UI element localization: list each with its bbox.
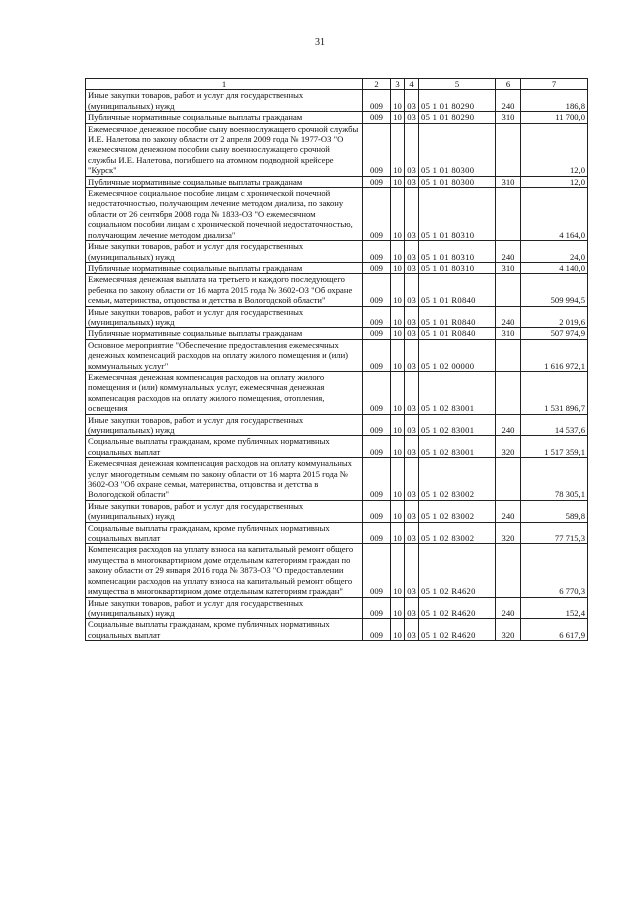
header-cell: 2 — [363, 79, 391, 90]
row-amount: 77 715,3 — [521, 522, 588, 544]
row-subsection-code: 03 — [405, 597, 419, 619]
row-ministry-code: 009 — [363, 90, 391, 112]
row-expense-type — [496, 123, 521, 176]
header-cell: 4 — [405, 79, 419, 90]
row-ministry-code: 009 — [363, 306, 391, 328]
row-section-code: 10 — [391, 274, 405, 306]
table-row — [86, 544, 588, 597]
row-target-article: 05 1 02 R4620 — [419, 597, 496, 619]
row-subsection-code: 03 — [405, 306, 419, 328]
row-description: Социальные выплаты гражданам, кроме публичных нормативных социальных выплат — [86, 619, 363, 641]
row-target-article: 05 1 01 R0840 — [419, 274, 496, 306]
row-subsection-code: 03 — [405, 414, 419, 436]
row-expense-type — [496, 371, 521, 414]
row-expense-type: 320 — [496, 436, 521, 458]
row-subsection-code: 03 — [405, 522, 419, 544]
table-row — [86, 112, 588, 123]
row-section-code: 10 — [391, 112, 405, 123]
row-ministry-code: 009 — [363, 328, 391, 339]
header-cell: 6 — [496, 79, 521, 90]
row-ministry-code: 009 — [363, 436, 391, 458]
row-amount: 12,0 — [521, 176, 588, 187]
row-subsection-code: 03 — [405, 123, 419, 176]
row-ministry-code: 009 — [363, 500, 391, 522]
row-amount: 509 994,5 — [521, 274, 588, 306]
header-cell: 7 — [521, 79, 588, 90]
row-description: Ежемесячное социальное пособие лицам с хронической почечной недостаточностью, получающим лечение методом диализа, по закону области от 26 сентября 2008 года № 1833-ОЗ "О ежемесячном социальном пособии лицам с хронической почечной недостаточностью, получающим лечение методом диализа" — [86, 188, 363, 241]
row-amount: 12,0 — [521, 123, 588, 176]
table-row — [86, 306, 588, 328]
table-header-row — [86, 79, 588, 90]
row-expense-type: 240 — [496, 597, 521, 619]
row-target-article: 05 1 01 80310 — [419, 188, 496, 241]
row-description: Иные закупки товаров, работ и услуг для государственных (муниципальных) нужд — [86, 500, 363, 522]
row-section-code: 10 — [391, 597, 405, 619]
row-target-article: 05 1 02 83002 — [419, 458, 496, 501]
row-description: Иные закупки товаров, работ и услуг для государственных (муниципальных) нужд — [86, 306, 363, 328]
row-amount: 6 770,3 — [521, 544, 588, 597]
table-row — [86, 262, 588, 273]
row-section-code: 10 — [391, 544, 405, 597]
row-amount: 2 019,6 — [521, 306, 588, 328]
row-description: Публичные нормативные социальные выплаты гражданам — [86, 262, 363, 273]
row-subsection-code: 03 — [405, 262, 419, 273]
row-amount: 186,8 — [521, 90, 588, 112]
budget-table — [85, 78, 588, 641]
header-cell: 1 — [86, 79, 363, 90]
table-row — [86, 597, 588, 619]
row-expense-type — [496, 188, 521, 241]
row-expense-type — [496, 339, 521, 371]
table-row — [86, 241, 588, 263]
row-section-code: 10 — [391, 306, 405, 328]
row-amount: 1 616 972,1 — [521, 339, 588, 371]
row-expense-type — [496, 544, 521, 597]
row-expense-type: 310 — [496, 112, 521, 123]
row-amount: 4 164,0 — [521, 188, 588, 241]
row-description: Основное мероприятие "Обеспечение предоставления ежемесячных денежных компенсаций расходов на оплату жилого помещения и (или) коммунальных услуг" — [86, 339, 363, 371]
row-amount: 1 531 896,7 — [521, 371, 588, 414]
table-body — [86, 90, 588, 641]
row-subsection-code: 03 — [405, 112, 419, 123]
row-description: Публичные нормативные социальные выплаты гражданам — [86, 176, 363, 187]
row-description: Иные закупки товаров, работ и услуг для государственных (муниципальных) нужд — [86, 90, 363, 112]
row-subsection-code: 03 — [405, 619, 419, 641]
row-target-article: 05 1 01 80300 — [419, 123, 496, 176]
table-row — [86, 522, 588, 544]
table-row — [86, 500, 588, 522]
table-row — [86, 458, 588, 501]
row-target-article: 05 1 01 R0840 — [419, 306, 496, 328]
row-amount: 152,4 — [521, 597, 588, 619]
table-row — [86, 123, 588, 176]
row-section-code: 10 — [391, 371, 405, 414]
row-expense-type: 240 — [496, 90, 521, 112]
row-description: Социальные выплаты гражданам, кроме публичных нормативных социальных выплат — [86, 522, 363, 544]
row-target-article: 05 1 02 83002 — [419, 500, 496, 522]
row-description: Ежемесячная денежная компенсация расходов на оплату жилого помещения и (или) коммунальных услуг, ежемесячная денежная компенсация расходов на оплату жилого помещения, отопления, освещения — [86, 371, 363, 414]
row-description: Иные закупки товаров, работ и услуг для государственных (муниципальных) нужд — [86, 414, 363, 436]
row-subsection-code: 03 — [405, 241, 419, 263]
row-description: Ежемесячная денежная компенсация расходов на оплату коммунальных услуг многодетным семьям по закону области от 16 марта 2015 года № 3602-ОЗ "Об охране семьи, материнства, отцовства и детства в Вологодской области" — [86, 458, 363, 501]
row-section-code: 10 — [391, 436, 405, 458]
row-expense-type: 310 — [496, 328, 521, 339]
row-target-article: 05 1 02 83001 — [419, 414, 496, 436]
row-section-code: 10 — [391, 90, 405, 112]
row-section-code: 10 — [391, 414, 405, 436]
row-amount: 4 140,0 — [521, 262, 588, 273]
row-description: Публичные нормативные социальные выплаты гражданам — [86, 112, 363, 123]
row-amount: 14 537,6 — [521, 414, 588, 436]
row-description: Иные закупки товаров, работ и услуг для государственных (муниципальных) нужд — [86, 241, 363, 263]
row-ministry-code: 009 — [363, 339, 391, 371]
row-amount: 6 617,9 — [521, 619, 588, 641]
row-expense-type: 240 — [496, 306, 521, 328]
page-number: 31 — [315, 37, 325, 48]
row-section-code: 10 — [391, 522, 405, 544]
row-ministry-code: 009 — [363, 241, 391, 263]
row-ministry-code: 009 — [363, 522, 391, 544]
table-row — [86, 90, 588, 112]
row-subsection-code: 03 — [405, 436, 419, 458]
row-target-article: 05 1 01 80300 — [419, 176, 496, 187]
row-expense-type: 240 — [496, 500, 521, 522]
row-ministry-code: 009 — [363, 619, 391, 641]
row-target-article: 05 1 02 83002 — [419, 522, 496, 544]
row-ministry-code: 009 — [363, 176, 391, 187]
row-target-article: 05 1 01 R0840 — [419, 328, 496, 339]
row-subsection-code: 03 — [405, 500, 419, 522]
row-section-code: 10 — [391, 262, 405, 273]
header-cell: 3 — [391, 79, 405, 90]
row-expense-type: 240 — [496, 414, 521, 436]
row-section-code: 10 — [391, 123, 405, 176]
row-target-article: 05 1 02 00000 — [419, 339, 496, 371]
row-description: Ежемесячная денежная выплата на третьего и каждого последующего ребенка по закону области от 16 марта 2015 года № 3602-ОЗ "Об охране семьи, материнства, отцовства и детства в Вологодской области" — [86, 274, 363, 306]
row-section-code: 10 — [391, 328, 405, 339]
row-expense-type: 320 — [496, 522, 521, 544]
table-row — [86, 339, 588, 371]
row-section-code: 10 — [391, 458, 405, 501]
row-target-article: 05 1 02 R4620 — [419, 619, 496, 641]
row-ministry-code: 009 — [363, 544, 391, 597]
row-description: Компенсация расходов на уплату взноса на капитальный ремонт общего имущества в многоквартирном доме отдельным категориям граждан по закону области от 29 января 2016 года № 3873-ОЗ "О предоставлении компенсации расходов на уплату взноса на капитальный ремонт общего имущества в многоквартирном доме отдельным категориям граждан" — [86, 544, 363, 597]
row-section-code: 10 — [391, 339, 405, 371]
table-row — [86, 328, 588, 339]
row-ministry-code: 009 — [363, 188, 391, 241]
row-target-article: 05 1 02 R4620 — [419, 544, 496, 597]
row-subsection-code: 03 — [405, 328, 419, 339]
row-amount: 507 974,9 — [521, 328, 588, 339]
row-subsection-code: 03 — [405, 339, 419, 371]
row-expense-type: 310 — [496, 262, 521, 273]
row-subsection-code: 03 — [405, 90, 419, 112]
row-subsection-code: 03 — [405, 176, 419, 187]
row-amount: 78 305,1 — [521, 458, 588, 501]
row-subsection-code: 03 — [405, 544, 419, 597]
row-ministry-code: 009 — [363, 371, 391, 414]
row-description: Ежемесячное денежное пособие сыну военнослужащего срочной службы И.Е. Налетова по закону области от 2 апреля 2009 года № 1977-ОЗ "О ежемесячном денежном пособии сыну военнослужащего срочной службы И.Е. Налетова, погибшего на атомном подводной крейсере "Курск" — [86, 123, 363, 176]
row-description: Публичные нормативные социальные выплаты гражданам — [86, 328, 363, 339]
row-section-code: 10 — [391, 188, 405, 241]
table-row — [86, 371, 588, 414]
row-target-article: 05 1 01 80290 — [419, 90, 496, 112]
row-section-code: 10 — [391, 500, 405, 522]
row-target-article: 05 1 02 83001 — [419, 371, 496, 414]
row-subsection-code: 03 — [405, 371, 419, 414]
table-row — [86, 274, 588, 306]
row-target-article: 05 1 02 83001 — [419, 436, 496, 458]
row-amount: 24,0 — [521, 241, 588, 263]
row-target-article: 05 1 01 80290 — [419, 112, 496, 123]
row-amount: 1 517 359,1 — [521, 436, 588, 458]
row-ministry-code: 009 — [363, 458, 391, 501]
row-ministry-code: 009 — [363, 274, 391, 306]
row-ministry-code: 009 — [363, 262, 391, 273]
row-expense-type — [496, 458, 521, 501]
row-expense-type: 320 — [496, 619, 521, 641]
row-description: Иные закупки товаров, работ и услуг для государственных (муниципальных) нужд — [86, 597, 363, 619]
row-expense-type: 310 — [496, 176, 521, 187]
row-ministry-code: 009 — [363, 123, 391, 176]
row-subsection-code: 03 — [405, 458, 419, 501]
row-amount: 589,8 — [521, 500, 588, 522]
row-target-article: 05 1 01 80310 — [419, 241, 496, 263]
row-expense-type — [496, 274, 521, 306]
row-ministry-code: 009 — [363, 414, 391, 436]
row-section-code: 10 — [391, 176, 405, 187]
row-ministry-code: 009 — [363, 112, 391, 123]
table-row — [86, 619, 588, 641]
row-description: Социальные выплаты гражданам, кроме публичных нормативных социальных выплат — [86, 436, 363, 458]
row-section-code: 10 — [391, 619, 405, 641]
table-row — [86, 176, 588, 187]
header-cell: 5 — [419, 79, 496, 90]
table-row — [86, 188, 588, 241]
row-subsection-code: 03 — [405, 188, 419, 241]
row-section-code: 10 — [391, 241, 405, 263]
row-expense-type: 240 — [496, 241, 521, 263]
table-row — [86, 436, 588, 458]
row-subsection-code: 03 — [405, 274, 419, 306]
row-target-article: 05 1 01 80310 — [419, 262, 496, 273]
row-ministry-code: 009 — [363, 597, 391, 619]
row-amount: 11 700,0 — [521, 112, 588, 123]
table-row — [86, 414, 588, 436]
